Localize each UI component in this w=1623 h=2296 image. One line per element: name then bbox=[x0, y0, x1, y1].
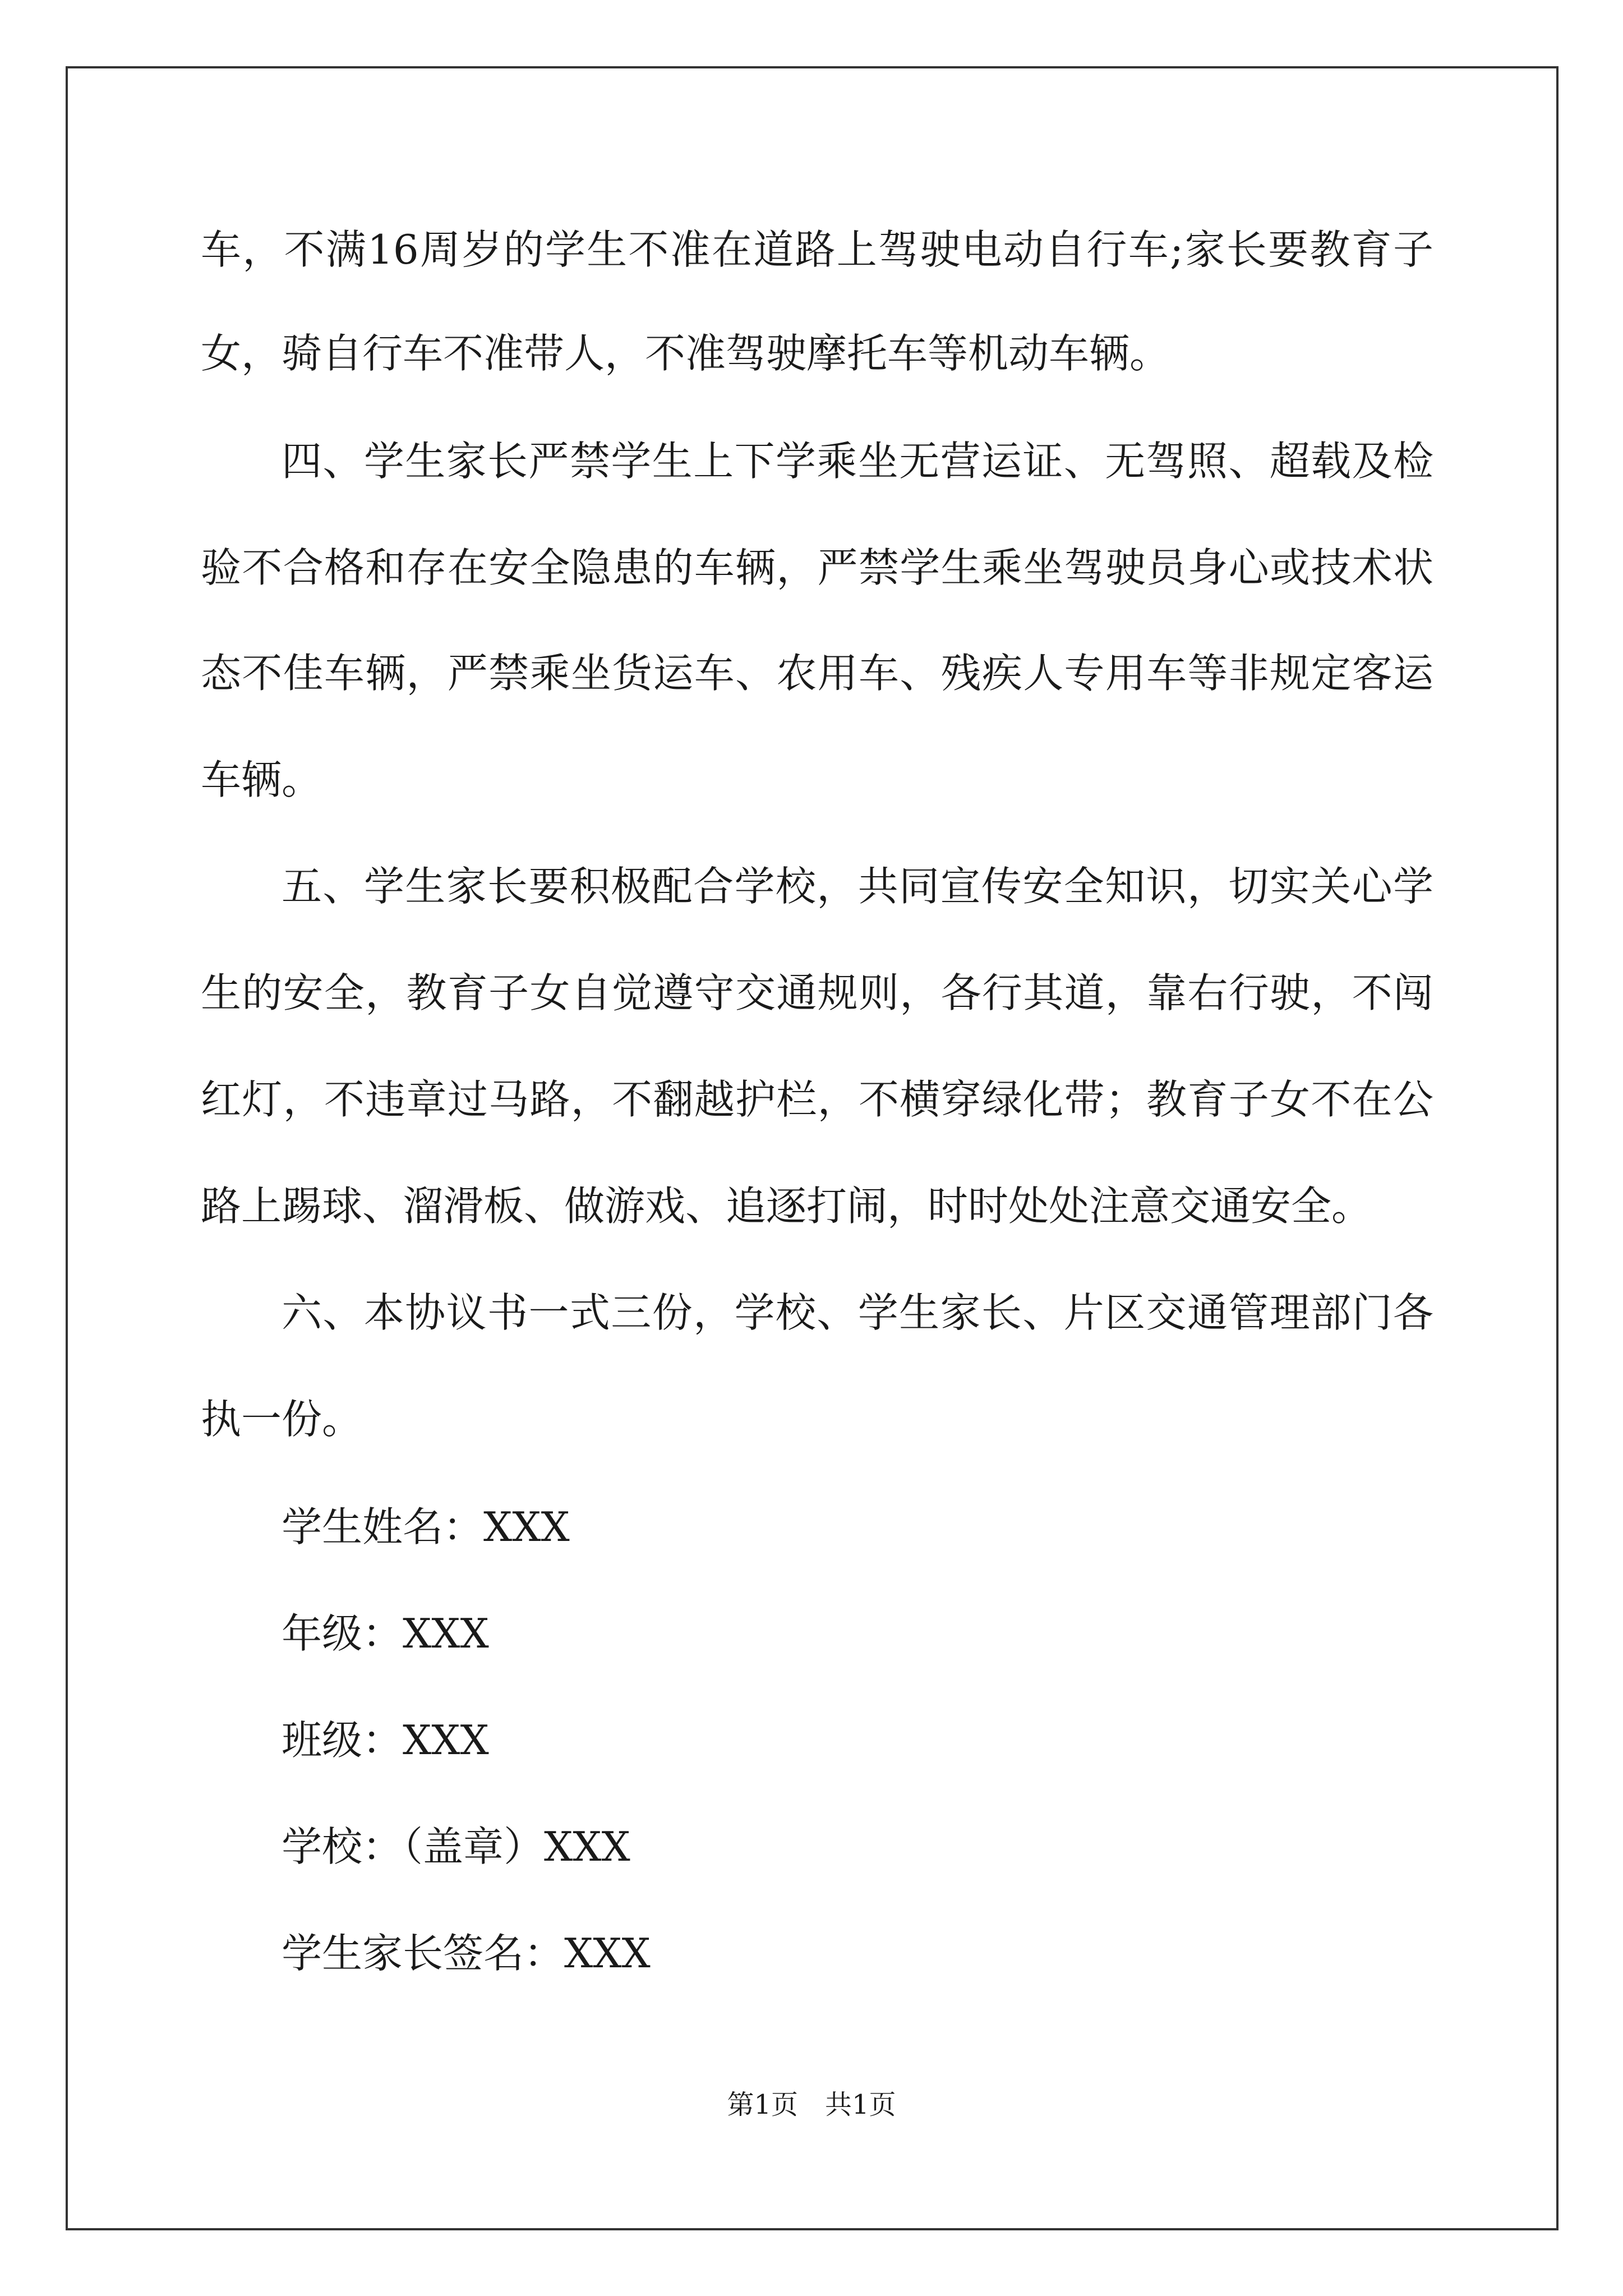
page-total: 共1页 bbox=[825, 2089, 896, 2120]
school-seal-field: 学校：（盖章）XXX bbox=[282, 1823, 630, 1870]
paragraph-line: 五、学生家长要积极配合学校，共同宣传安全知识，切实关心学 bbox=[282, 863, 1433, 910]
paragraph-line: 车，不满16周岁的学生不准在道路上驾驶电动自行车;家长要教育子 bbox=[201, 226, 1433, 273]
page-footer bbox=[0, 2088, 1623, 2122]
class-field: 班级：XXX bbox=[282, 1717, 489, 1764]
paragraph-line: 女，骑自行车不准带人，不准驾驶摩托车等机动车辆。 bbox=[201, 330, 1170, 377]
page-border bbox=[66, 66, 1559, 2230]
paragraph-line: 红灯，不违章过马路，不翻越护栏，不横穿绿化带；教育子女不在公 bbox=[201, 1076, 1433, 1123]
paragraph-line: 生的安全，教育子女自觉遵守交通规则，各行其道，靠右行驶，不闯 bbox=[201, 969, 1433, 1016]
paragraph-line: 四、学生家长严禁学生上下学乘坐无营运证、无驾照、超载及检 bbox=[282, 438, 1433, 485]
page-number: 第1页 bbox=[727, 2089, 798, 2120]
paragraph-line: 六、本协议书一式三份，学校、学生家长、片区交通管理部门各 bbox=[282, 1289, 1433, 1336]
paragraph-line: 态不佳车辆，严禁乘坐货运车、农用车、残疾人专用车等非规定客运 bbox=[201, 650, 1433, 697]
parent-signature-field: 学生家长签名：XXX bbox=[282, 1930, 651, 1977]
grade-field: 年级：XXX bbox=[282, 1610, 489, 1657]
paragraph-line: 验不合格和存在安全隐患的车辆，严禁学生乘坐驾驶员身心或技术状 bbox=[201, 544, 1433, 591]
student-name-field: 学生姓名：XXX bbox=[282, 1503, 570, 1550]
paragraph-line: 执一份。 bbox=[201, 1396, 363, 1443]
paragraph-line: 路上踢球、溜滑板、做游戏、追逐打闹，时时处处注意交通安全。 bbox=[201, 1182, 1372, 1230]
paragraph-line: 车辆。 bbox=[201, 756, 322, 803]
